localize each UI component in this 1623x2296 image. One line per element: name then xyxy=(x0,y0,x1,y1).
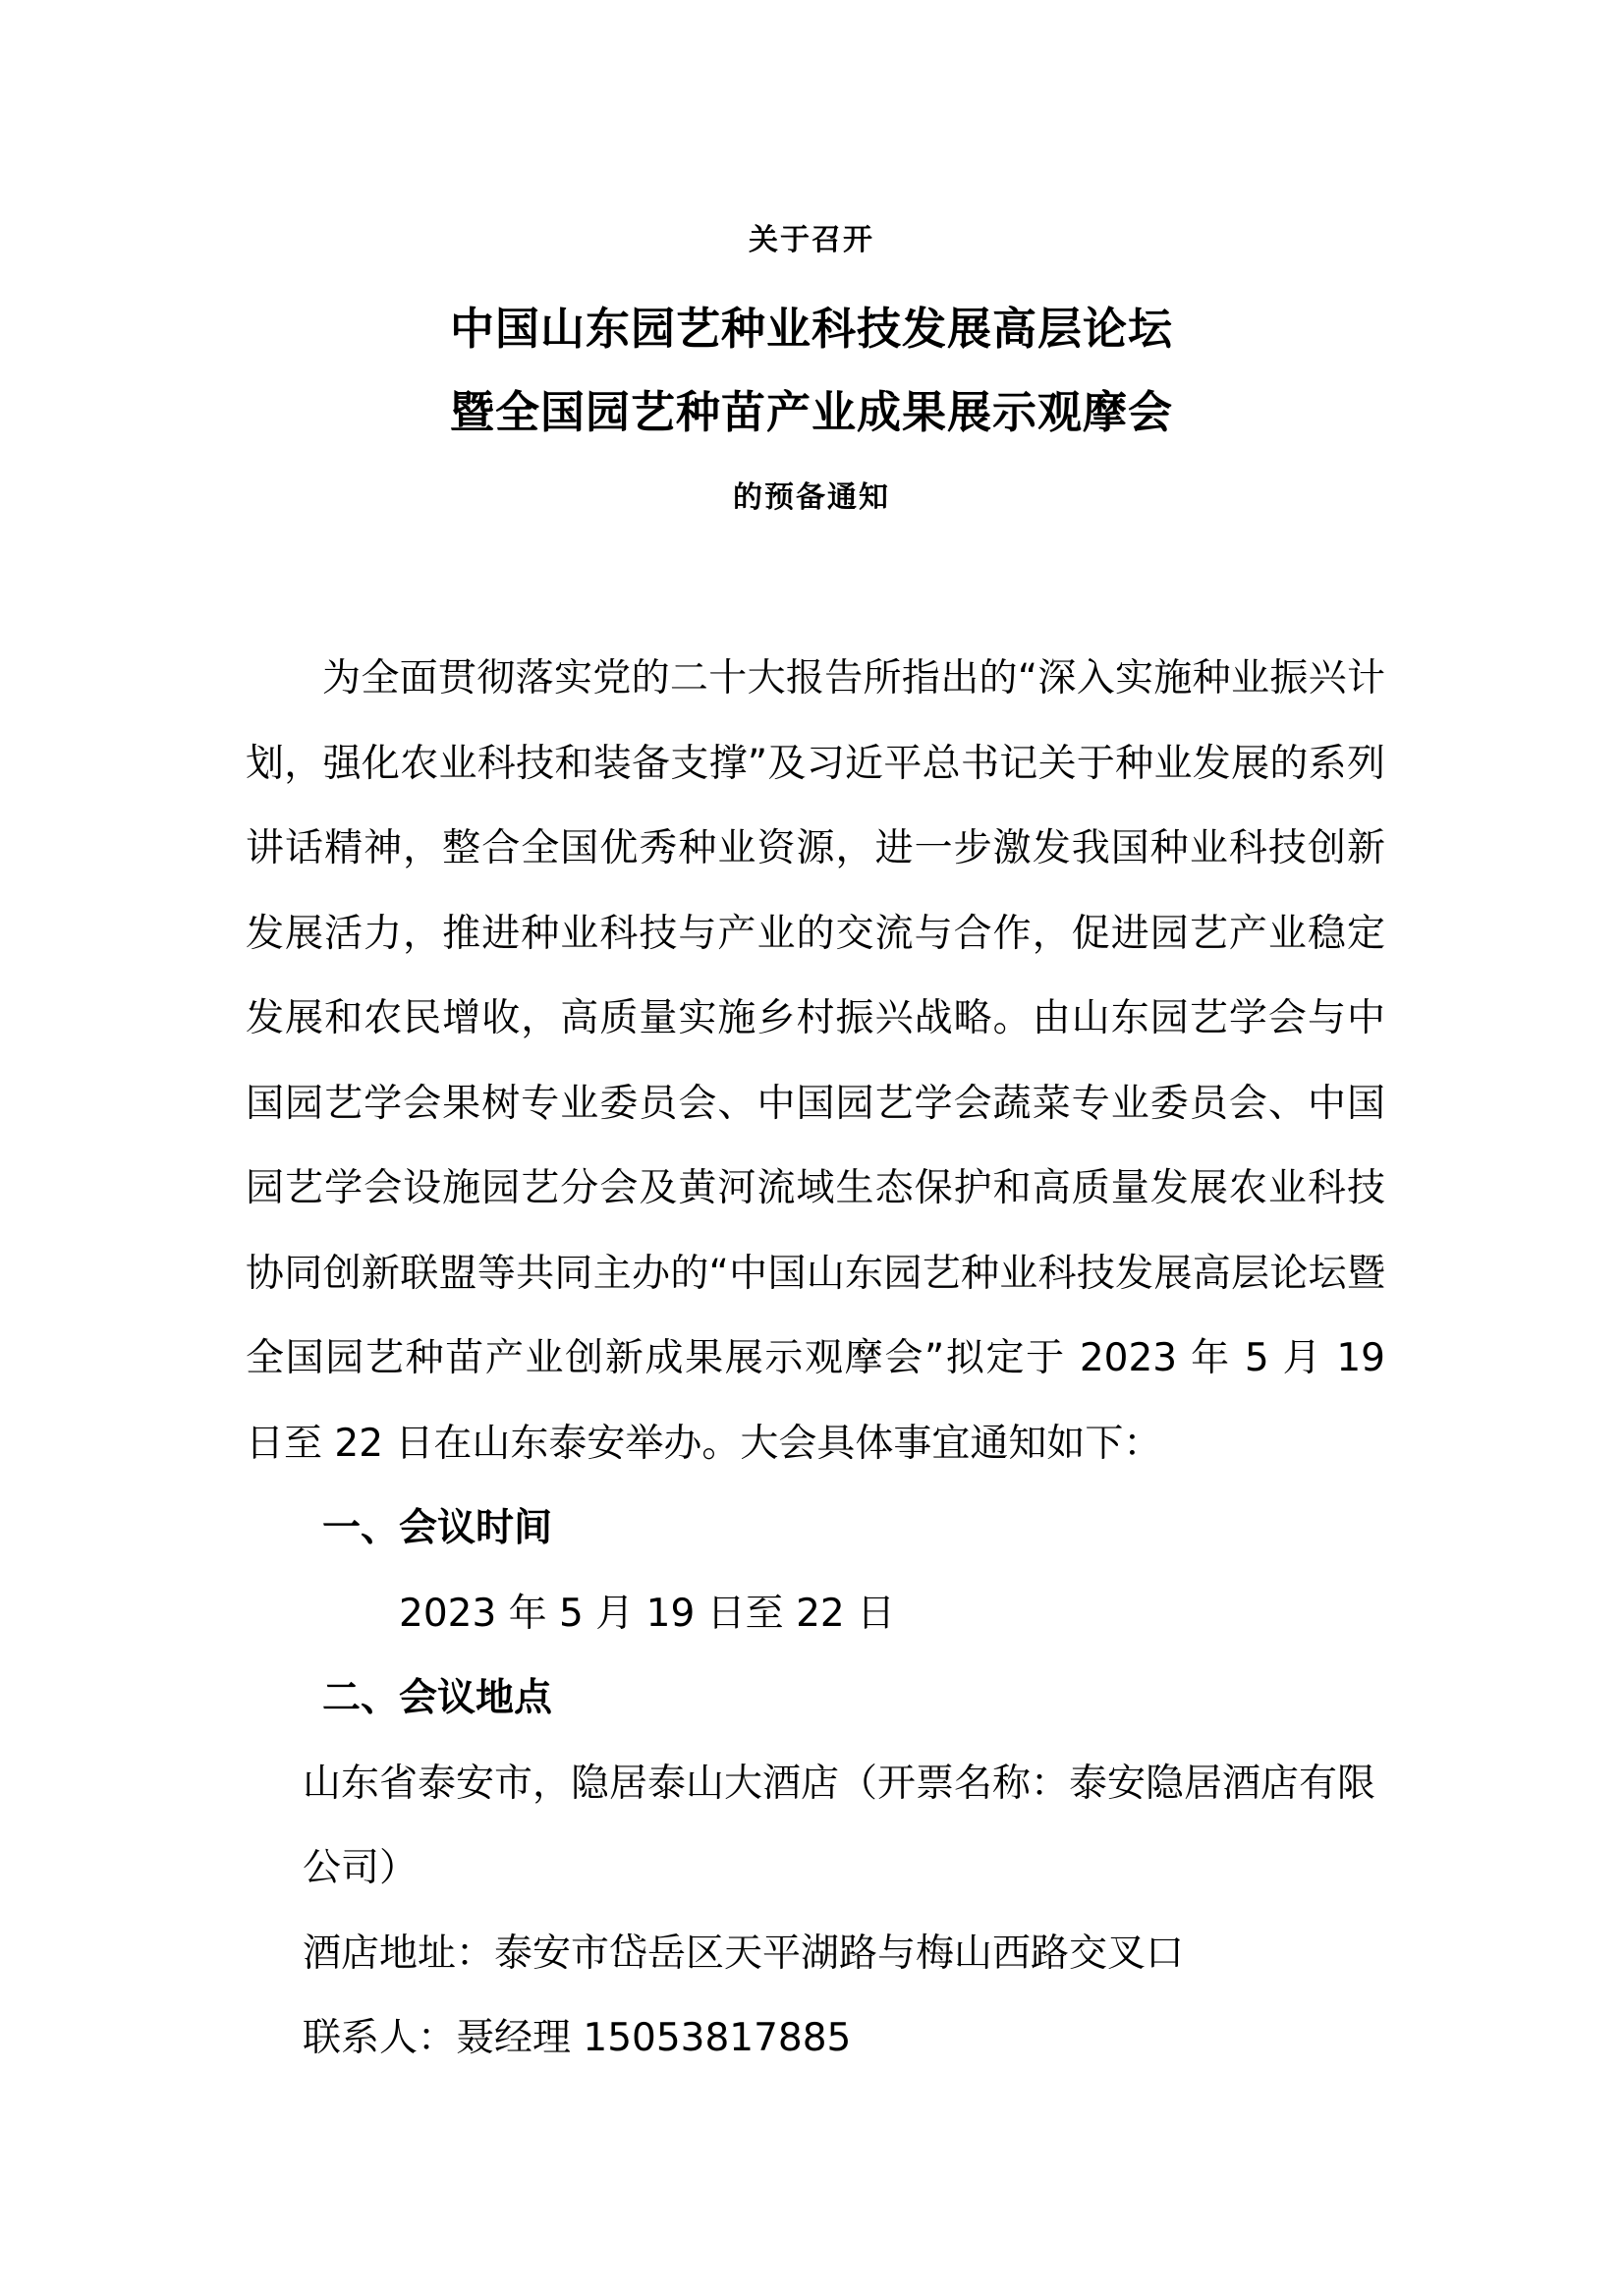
document-body xyxy=(246,637,1385,2082)
meeting-time: 2023 年 5 月 19 日至 22 日 xyxy=(399,1591,896,1636)
title-suffix: 的预备通知 xyxy=(733,480,890,515)
title-prefix: 关于召开 xyxy=(749,223,874,257)
title-line-2: 暨全国园艺种苗产业成果展示观摩会 xyxy=(449,386,1173,438)
contact-person: 联系人：聂经理 15053817885 xyxy=(303,2016,852,2060)
section-2-heading: 二、会议地点 xyxy=(322,1676,553,1720)
hotel-address: 酒店地址：泰安市岱岳区天平湖路与梅山西路交叉口 xyxy=(303,1931,1185,1976)
section-1-heading: 一、会议时间 xyxy=(322,1506,553,1550)
intro-paragraph: 为全面贯彻落实党的二十大报告所指出的“深入实施种业振兴计划，强化农业科技和装备支撑”及习近平总书记关于种业发展的系列讲话精神，整合全国优秀种业资源，进一步激发我国种业科技创新发展活力，推进种业科技与产业的交流与合作，促进园艺产业稳定发展和农民增收，高质量实施乡村振兴战略。由山东园艺学会与中国园艺学会果树专业委员会、中国园艺学会蔬菜专业委员会、中国园艺学会设施园艺分会及黄河流域生态保护和高质量发展农业科技协同创新联盟等共同主办的“中国山东园艺种业科技发展高层论坛暨全国园艺种苗产业创新成果展示观摩会”拟定于 2023 年 5 月 19 日至 22 日在山东泰安举办。大会具体事宜通知如下： xyxy=(246,656,1385,1466)
meeting-location: 山东省泰安市，隐居泰山大酒店（开票名称：泰安隐居酒店有限公司） xyxy=(303,1761,1376,1890)
title-line-1: 中国山东园艺种业科技发展高层论坛 xyxy=(449,303,1173,355)
